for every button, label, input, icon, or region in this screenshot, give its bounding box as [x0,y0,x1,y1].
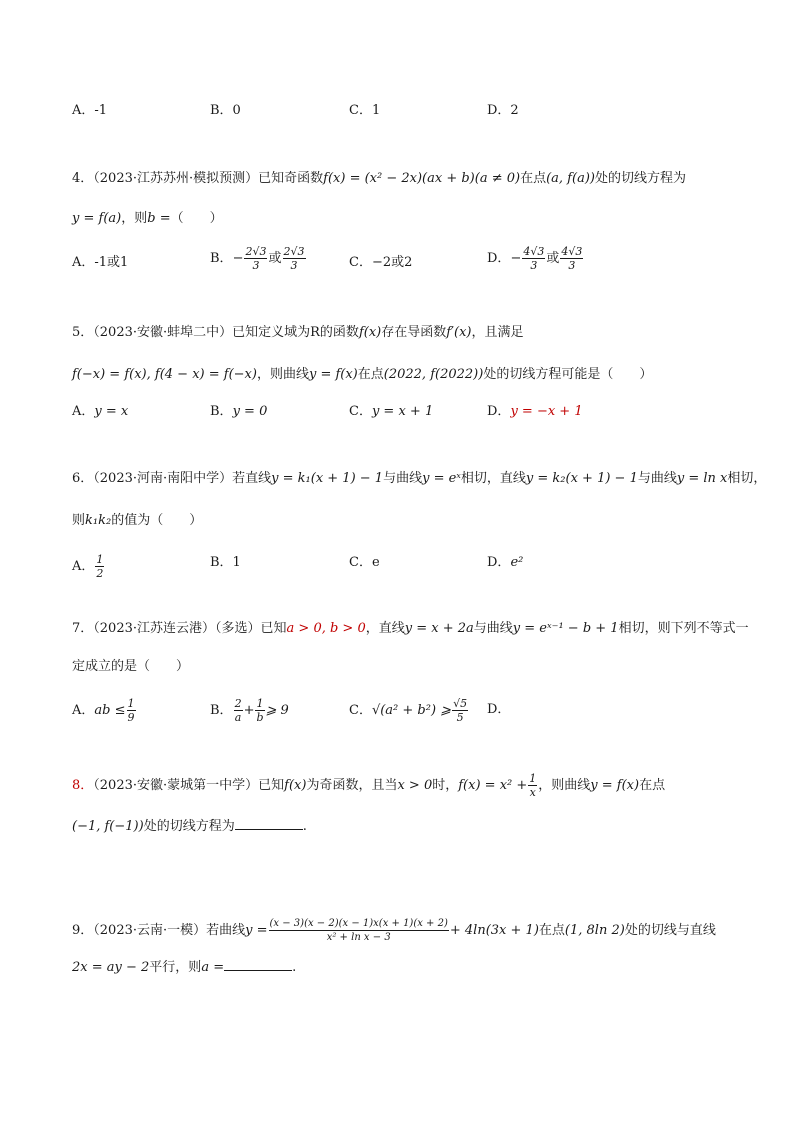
q8-curve: y = f(x) [590,778,640,793]
q4-option-d-frac1 [522,245,545,272]
q7-option-b-den1: a [234,711,242,724]
q7-curve: y = eˣ⁻¹ − b + 1 [512,621,619,636]
q7-option-a-frac [127,697,136,724]
q8-cond: x > 0 [397,778,433,793]
q4-option-d-neg: − [510,251,522,266]
q8-formula-den: x [529,786,536,799]
q7-option-b-rest: ⩾ 9 [265,703,289,718]
q9-stem-line1 [72,917,716,944]
q7-source: （2023·江苏连云港） [93,621,215,636]
q7-option-a-label: A． [72,703,95,718]
q8-text3: 时， [432,778,459,793]
q5-line2-formula: f(−x) = f(x), f(4 − x) = f(−x) [72,367,257,382]
q5-text2: 存在导函数 [381,325,447,340]
q4-formula: f(x) = (x² − 2x)(ax + b)(a ≠ 0) [323,171,521,186]
q4-text2: 在点 [520,171,547,186]
q4-text1: 已知奇函数 [258,171,324,186]
q8-stem-line2 [72,815,307,837]
q5-line2-point: (2022, f(2022)) [383,367,484,382]
q7-option-d: D． [487,702,511,717]
q4-stem-line1 [72,169,686,189]
q4-option-b-num1: 2√3 [245,245,267,258]
q6-option-c: C．e [349,555,380,570]
q4-stem-line2 [72,209,223,229]
q5-option-c [349,402,433,422]
q6-option-a-frac [95,553,104,580]
q9-curve-rest: + 4ln(3x + 1) [449,923,539,938]
q7-option-c-den: 5 [456,711,464,724]
q7-option-b-den2: b [256,711,264,724]
q5-option-a-expr: y = x [94,404,129,419]
q4-option-a: A．-1或1 [72,255,129,270]
q4-option-d-den2: 3 [568,259,576,272]
q5-option-d-expr: y = −x + 1 [510,404,583,419]
q3-option-d: D．2 [487,103,519,118]
q3-option-c: C．1 [349,103,381,118]
q9-text3: 处的切线与直线 [624,923,716,938]
q6-option-d [487,553,523,573]
q8-answer-blank[interactable] [235,815,303,830]
q6-line-a: y = k₁(x + 1) − 1 [271,471,384,486]
q4-option-b-den2: 3 [290,259,298,272]
q5-line2-text2: 在点 [357,367,384,382]
q9-curve-lhs: y = [245,923,268,938]
q7-text2: ，直线 [365,621,405,636]
q6-line2-var: k₁k₂ [85,513,112,528]
q5-option-c-label: C． [349,404,372,419]
q7-option-b-num1: 2 [234,697,242,710]
q6-stem-line2 [72,511,202,531]
q4-option-d-or: 或 [546,251,560,266]
q5-line2-text3: 处的切线方程可能是（ ） [483,367,653,382]
q9-line2-formula: 2x = ay − 2 [72,960,150,975]
q7-option-c-frac [452,697,468,724]
q5-stem-line1 [72,323,524,343]
q6-option-a-label: A． [72,559,95,574]
q8-formula-num: 1 [529,772,537,785]
q7-option-b-frac2 [255,697,264,724]
q4-option-d-label: D． [487,251,511,266]
q7-option-a [72,697,137,724]
q6-option-a [72,553,105,580]
q5-text1: 已知定义域为R的函数 [232,325,359,340]
q7-option-c-label: C． [349,703,372,718]
q3-option-a: A．-1 [72,103,108,118]
q5-f2: f′(x) [446,325,472,340]
q9-curve-den: x² + ln x − 3 [326,932,391,943]
q6-number: 6． [72,471,94,486]
q6-line2-text1: 则 [72,513,86,528]
q8-text2: 为奇函数，且当 [306,778,398,793]
q7-option-b [210,697,289,724]
q9-source: （2023·云南·一模） [93,923,207,938]
q5-option-a [72,402,128,422]
q8-number: 8． [72,778,94,793]
q4-option-d-frac2 [560,245,583,272]
q5-option-b-expr: y = 0 [232,404,268,419]
q5-option-d [487,402,583,422]
q9-point: (1, 8ln 2) [564,923,625,938]
q7-option-a-den: 9 [127,711,135,724]
q6-text5: 相切， [727,471,767,486]
q7-tag: （多选） [215,621,261,636]
q6-line2-text2: 的值为（ ） [111,513,203,528]
q7-stem-line1 [72,619,749,639]
q9-text2: 在点 [538,923,565,938]
q6-text1: 若直线 [232,471,272,486]
q8-line2-end: . [302,819,307,834]
q9-number: 9． [72,923,94,938]
q7-text4: 相切，则下列不等式一 [618,621,749,636]
q7-cond: a > 0, b > 0 [286,621,366,636]
q4-option-b-num2: 2√3 [283,245,305,258]
q5-source: （2023·安徽·蚌埠二中） [93,325,233,340]
q9-line2-end: . [292,960,297,975]
q8-line2-text: 处的切线方程为 [143,819,235,834]
q9-curve-num: (x − 3)(x − 2)(x − 1)x(x + 1)(x + 2) [269,918,448,929]
q7-option-a-expr: ab ≤ [94,703,126,718]
q4-line2-var: b = [147,211,171,226]
q9-answer-blank[interactable] [224,956,292,971]
q6-option-d-label: D． [487,555,511,570]
q6-option-a-num: 1 [96,553,104,566]
q4-number: 4． [72,171,94,186]
q6-stem-line1 [72,469,766,489]
q7-text3: 与曲线 [473,621,513,636]
q8-formula: f(x) = x² + [458,778,528,793]
q5-number: 5． [72,325,94,340]
q6-text4: 与曲线 [637,471,677,486]
q4-line2-formula: y = f(a) [72,211,122,226]
q7-line: y = x + 2a [404,621,474,636]
q4-option-d-den1: 3 [530,259,538,272]
q6-option-a-den: 2 [96,567,104,580]
q3-option-b: B．0 [210,103,241,118]
q4-line2-text: ，则 [121,211,148,226]
q6-source: （2023·河南·南阳中学） [93,471,233,486]
q8-stem-line1 [72,772,665,799]
q4-option-b-neg: − [232,251,244,266]
q6-text2: 与曲线 [383,471,423,486]
q9-line2-text: 平行，则 [149,960,202,975]
q5-stem-line2 [72,365,652,385]
q5-line2-curve: y = f(x) [308,367,358,382]
q4-option-d [487,245,584,272]
q4-option-b-or: 或 [268,251,282,266]
q5-text3: ，且满足 [471,325,524,340]
q6-option-b: B．1 [210,555,241,570]
q8-formula-frac [528,772,537,799]
q8-text1: 已知 [258,778,285,793]
q9-line2-var: a = [201,960,225,975]
q4-answer-paren: （ ） [170,211,223,226]
q7-number: 7． [72,621,94,636]
q5-option-b [210,402,267,422]
q7-option-b-frac1 [234,697,243,724]
q7-option-c [349,697,469,724]
q9-curve-frac [269,917,449,944]
q5-option-a-label: A． [72,404,95,419]
q7-option-b-plus: + [243,703,255,718]
q7-option-c-num: √5 [453,697,468,710]
q4-source: （2023·江苏苏州·模拟预测） [93,171,259,186]
q7-text1: 已知 [260,621,287,636]
q8-source: （2023·安徽·蒙城第一中学） [93,778,259,793]
q4-option-b-frac1 [244,245,267,272]
q6-line-b: y = k₂(x + 1) − 1 [525,471,638,486]
q4-text3: 处的切线方程为 [594,171,686,186]
q7-stem-line2: 定成立的是（ ） [72,659,190,674]
q8-f1: f(x) [284,778,307,793]
q8-text5: 在点 [639,778,666,793]
q4-option-b [210,245,307,272]
q5-line2-text1: ，则曲线 [256,367,309,382]
q5-option-b-label: B． [210,404,233,419]
q4-option-d-num2: 4√3 [561,245,583,258]
q7-option-c-expr: √(a² + b²) ⩾ [371,703,452,718]
q4-option-b-frac2 [283,245,306,272]
q9-stem-line2 [72,956,296,978]
q5-f1: f(x) [358,325,382,340]
q6-option-d-expr: e² [510,555,524,570]
q4-option-b-den1: 3 [252,259,260,272]
q6-curve-b: y = ln x [676,471,728,486]
q4-point: (a, f(a)) [546,171,595,186]
q7-option-b-label: B． [210,703,233,718]
q8-text4: ，则曲线 [538,778,591,793]
q7-option-b-num2: 1 [256,697,264,710]
q5-option-c-expr: y = x + 1 [371,404,434,419]
q4-option-c: C．−2或2 [349,255,413,270]
q4-option-b-label: B． [210,251,233,266]
q6-curve-a: y = eˣ [422,471,461,486]
q8-line2-point: (−1, f(−1)) [72,819,144,834]
q5-option-d-label: D． [487,404,511,419]
q6-text3: 相切，直线 [460,471,526,486]
q9-text1: 若曲线 [206,923,246,938]
q4-option-d-num1: 4√3 [523,245,545,258]
q7-option-a-num: 1 [127,697,135,710]
